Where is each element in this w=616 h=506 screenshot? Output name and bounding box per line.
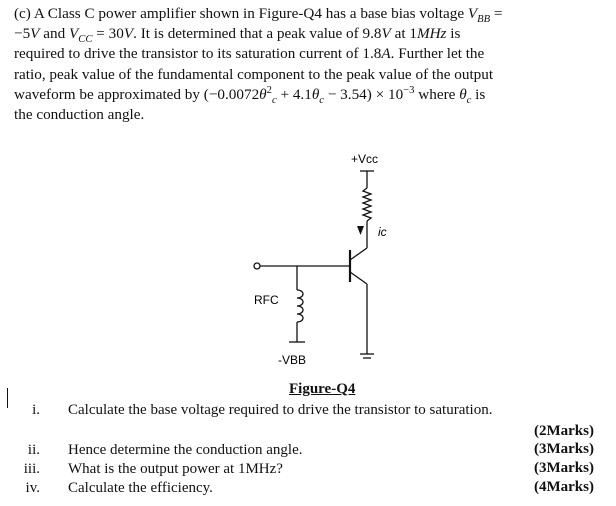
part-number: i. <box>32 402 40 418</box>
question-line-1: (c) A Class C power amplifier shown in Figure-Q4 has a base bias voltage $V_{BB}$ = <box>14 5 503 26</box>
question-line-4: ratio, peak value of the fundamental component to the peak value of the output <box>14 65 494 83</box>
part-iii-marks: (3Marks) <box>534 460 594 476</box>
part-text: Calculate the base voltage required to drive the transistor to saturation. <box>68 402 493 418</box>
part-number: ii. <box>27 442 40 458</box>
part-ii-marks: (3Marks) <box>534 441 594 457</box>
part-number: iv. <box>25 480 40 496</box>
vcc-label: +Vcc <box>351 152 379 166</box>
input-terminal <box>254 263 260 269</box>
part-number: iii. <box>23 461 40 477</box>
question-line-6: the conduction angle. <box>14 106 145 124</box>
question-prefix: (c) <box>14 5 31 22</box>
vbb-label: -VBB <box>278 353 307 367</box>
ic-arrow-icon <box>357 226 364 235</box>
rfc-coil <box>297 290 303 322</box>
part-text: Hence determine the conduction angle. <box>68 442 303 458</box>
question-line-2: −5V and $V_{CC} = 30V$. It is determined that a peak value of 9.8V at 1MHz is <box>14 25 461 46</box>
figure-caption: Figure-Q4 <box>289 381 356 397</box>
transistor-collector <box>350 248 367 260</box>
part-text: What is the output power at 1MHz? <box>68 461 283 477</box>
ic-label: ic <box>378 225 387 239</box>
question-line-3: required to drive the transistor to its saturation current of 1.8A. Further let the <box>14 45 485 63</box>
part-i-marks: (2Marks) <box>534 423 594 439</box>
collector-inductor <box>363 188 371 221</box>
transistor-emitter <box>350 272 367 284</box>
part-text: Calculate the efficiency. <box>68 480 213 496</box>
question-line-5: waveform be approximated by $(-0.0072\theta^2_c + 4.1\theta_c - 3.54) \times 10^{-3}$ where $\theta_c$ is <box>14 84 486 106</box>
part-iv-marks: (4Marks) <box>534 479 594 495</box>
rfc-label: RFC <box>254 293 279 307</box>
